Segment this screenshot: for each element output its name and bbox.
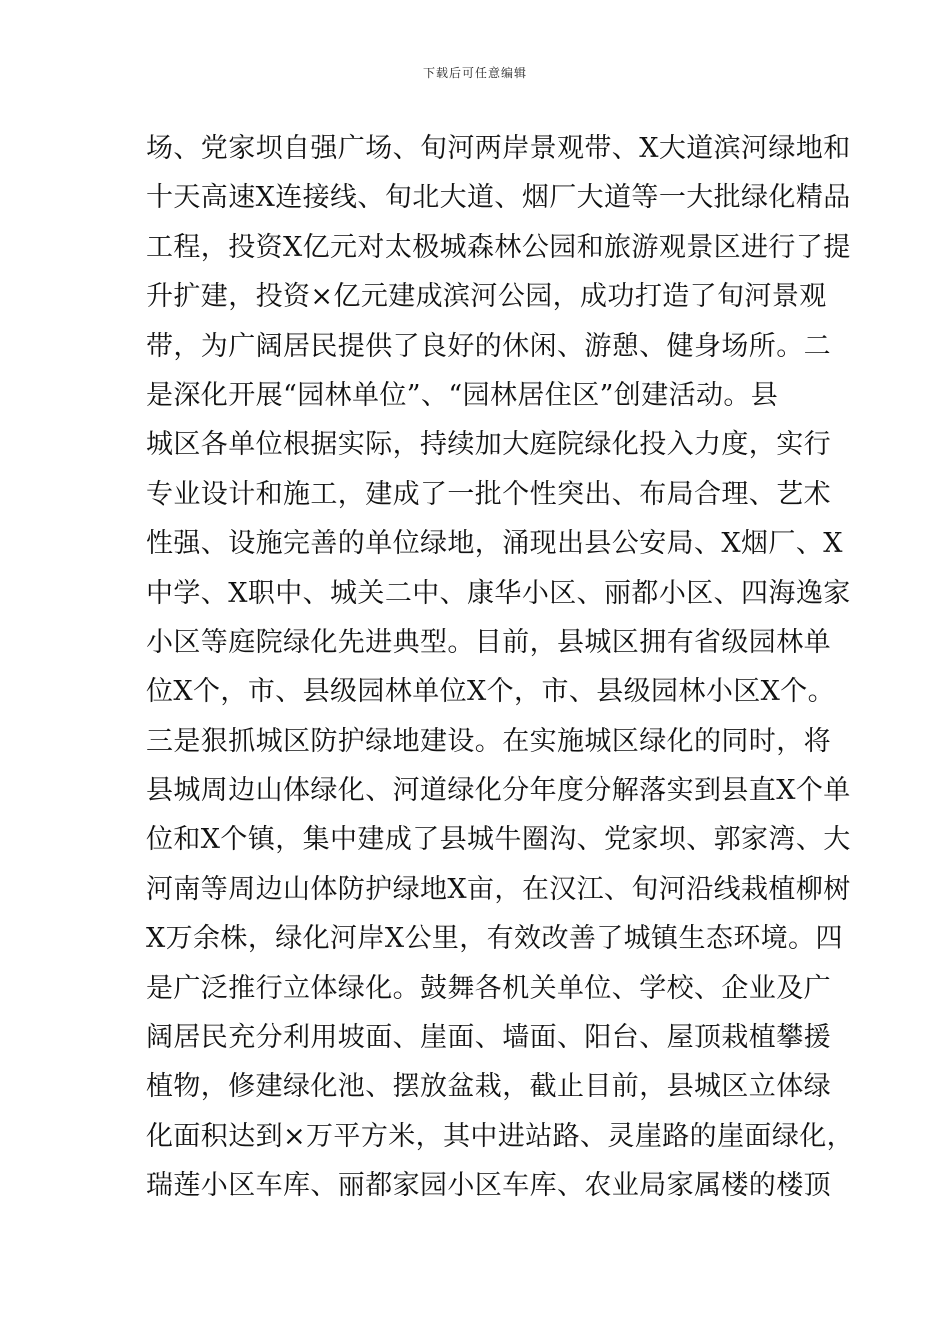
text-line: 小区等庭院绿化先进典型。目前，县城区拥有省级园林单 (146, 626, 831, 658)
text-line: 城区各单位根据实际，持续加大庭院绿化投入力度，实行 (146, 429, 831, 461)
text-line: 工程，投资X亿元对太极城森林公园和旅游观景区进行了提 (146, 231, 851, 263)
text-line: 升扩建，投资×亿元建成滨河公园，成功打造了旬河景观 (146, 281, 827, 313)
text-line: 瑞莲小区车库、丽都家园小区车库、农业局家属楼的楼顶 (146, 1170, 831, 1202)
text-line: 三是狠抓城区防护绿地建设。在实施城区绿化的同时，将 (146, 725, 831, 757)
document-body (146, 124, 855, 1211)
text-line: 中学、X职中、城关二中、康华小区、丽都小区、四海逸家 (146, 577, 851, 609)
text-line: 化面积达到×万平方米，其中进站路、灵崖路的崖面绿化， (146, 1120, 855, 1152)
text-line: 是深化开展“园林单位”、“园林居住区”创建活动。县 (146, 379, 779, 411)
text-line: 带，为广阔居民提供了良好的休闲、游憩、健身场所。二 (146, 330, 831, 362)
text-line: 位和X个镇，集中建成了县城牛圈沟、党家坝、郭家湾、大 (146, 824, 851, 856)
text-line: 县城周边山体绿化、河道绿化分年度分解落实到县直X个单 (146, 775, 851, 807)
text-line: 场、党家坝自强广场、旬河两岸景观带、X大道滨河绿地和 (146, 133, 851, 164)
text-line: X万余株，绿化河岸X公里，有效改善了城镇生态环境。四 (146, 923, 843, 955)
text-line: 河南等周边山体防护绿地X亩，在汉江、旬河沿线栽植柳树 (146, 873, 851, 905)
text-line: 是广泛推行立体绿化。鼓舞各机关单位、学校、企业及广 (146, 972, 831, 1004)
text-line: 专业设计和施工，建成了一批个性突出、布局合理、艺术 (146, 478, 831, 510)
text-line: 植物，修建绿化池、摆放盆栽，截止目前，县城区立体绿 (146, 1071, 831, 1103)
text-line: 十天高速X连接线、旬北大道、烟厂大道等一大批绿化精品 (146, 182, 851, 214)
text-line: 位X个，市、县级园林单位X个，市、县级园林小区X个。 (146, 676, 836, 708)
text-line: 阔居民充分利用坡面、崖面、墙面、阳台、屋顶栽植攀援 (146, 1022, 831, 1054)
text-line: 性强、设施完善的单位绿地，涌现出县公安局、X烟厂、X (146, 528, 843, 560)
page-header: 下载后可任意编辑 (422, 66, 527, 80)
